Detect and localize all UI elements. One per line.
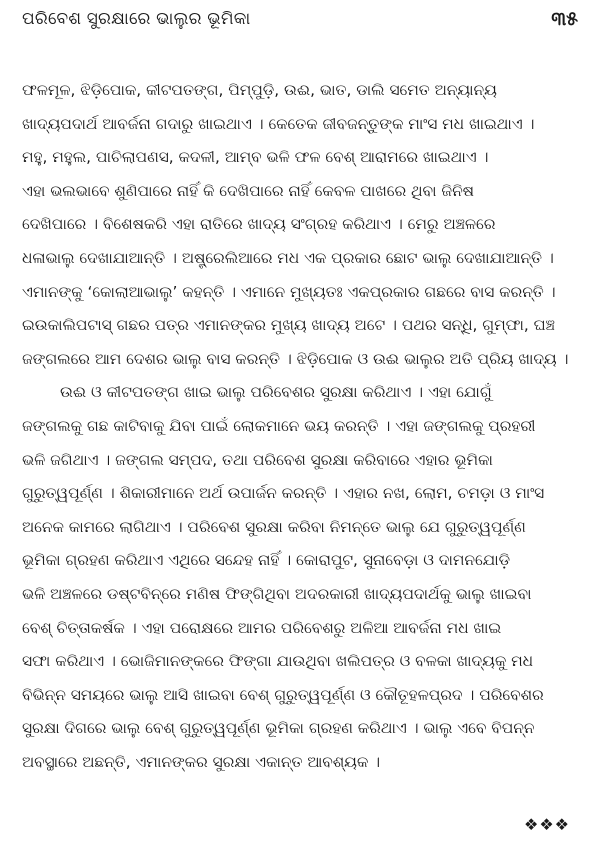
text-line: ବିଭିନ୍ନ ସମୟରେ ଭାଲୁ ଆସି ଖାଇବା ବେଶ୍ ଗୁରୁତ୍ୱପୂର୍ଣ୍ଣ ଓ କୌତୂହଳପ୍ରଦ । ପରିବେଶର <box>22 685 544 704</box>
text-line: ଗୁରୁତ୍ୱପୂର୍ଣ୍ଣ । ଶିକାରୀମାନେ ଅର୍ଥ ଉପାର୍ଜନ କରନ୍ତି । ଏହାର ନଖ, ଲୋମ, ଚମଡ଼ା ଓ ମାଂସ <box>22 484 545 503</box>
text-line: ଜଙ୍ଗଲକୁ ଗଛ କାଟିବାକୁ ଯିବା ପାଇଁ ଲୋକମାନେ ଭୟ କରନ୍ତି । ଏହା ଜଙ୍ଗଲକୁ ପ୍ରହରୀ <box>22 416 536 435</box>
text-line: ମହୁ, ମହୁଲ, ପାଚିଲାପଣସ, କଦଳୀ, ଆମ୍ବ ଭଳି ଫଳ ବେଶ୍ ଆରାମରେ ଖାଇଥାଏ । <box>22 148 489 167</box>
text-line: ବେଶ୍ ଚିତ୍ତାକର୍ଷକ । ଏହା ପରୋକ୍ଷରେ ଆମର ପରିବେଶରୁ ଅଳିଆ ଆବର୍ଜନା ମଧ ଖାଇ <box>22 618 502 637</box>
text-line: ଭଳି ଜଗିଥାଏ । ଜଙ୍ଗଲ ସମ୍ପଦ, ତଥା ପରିବେଶ ସୁରକ୍ଷା କରିବାରେ ଏହାର ଭୂମିକା <box>22 450 493 469</box>
text-line: ଭଳି ଅଞ୍ଚଳରେ ଡଷ୍ଟବିନ୍‌ରେ ମଣିଷ ଫିଙ୍ଗିଥିବା ଅଦରକାରୀ ଖାଦ୍ୟପଦାର୍ଥକୁ ଭାଲୁ ଖାଇବା <box>22 584 532 603</box>
body-text <box>22 74 580 779</box>
text-line: ଭୂମିକା ଗ୍ରହଣ କରିଥାଏ ଏଥିରେ ସନ୍ଦେହ ନାହିଁ । କୋରାପୁଟ, ସୁନାବେଡ଼ା ଓ ଦାମନଯୋଡ଼ି <box>22 551 511 570</box>
page-header <box>22 6 578 52</box>
text-line: ଫଳମୂଳ, ଝିଡ଼ିପୋକ, କୀଟପତଙ୍ଗ, ପିମ୍ପୁଡ଼ି, ଉଈ, ଭାତ, ଡାଲି ସମେତ ଅନ୍ୟାନ୍ୟ <box>22 81 497 99</box>
page-number: ୩୫ <box>551 8 578 30</box>
text-line: ଏହା ଭଲଭାବେ ଶୁଣିପାରେ ନାହିଁ କି ଦେଖିପାରେ ନାହିଁ କେବଳ ପାଖରେ ଥିବା ଜିନିଷ <box>22 181 475 200</box>
running-title: ପରିବେଶ ସୁରକ୍ଷାରେ ଭାଲୁର ଭୂମିକା <box>22 9 251 29</box>
text-line: ଦେଖିପାରେ । ବିଶେଷକରି ଏହା ରାତିରେ ଖାଦ୍ୟ ସଂଗ୍ରହ କରିଥାଏ । ମେରୁ ଅଞ୍ଚଳରେ <box>22 215 496 234</box>
text-line: ଖାଦ୍ୟପଦାର୍ଥ ଆବର୍ଜନା ଗଦାରୁ ଖାଇଥାଏ । କେତେକ ଜୀବଜନ୍ତୁଙ୍କ ମାଂସ ମଧ ଖାଇଥାଏ । <box>22 114 535 133</box>
text-line: ଅନେକ କାମରେ ଲାଗିଥାଏ । ପରିବେଶ ସୁରକ୍ଷା କରିବା ନିମନ୍ତେ ଭାଲୁ ଯେ ଗୁରୁତ୍ୱପୂର୍ଣ୍ଣ <box>22 517 526 536</box>
end-ornament: ❖❖❖ <box>523 815 570 834</box>
paragraph-start-line: ଉଈ ଓ କୀଟପତଙ୍ଗ ଖାଇ ଭାଲୁ ପରିବେଶର ସୁରକ୍ଷା କରିଥାଏ । ଏହା ଯୋଗୁଁ <box>60 383 492 402</box>
text-line: ସୁରକ୍ଷା ଦିଗରେ ଭାଲୁ ବେଶ୍ ଗୁରୁତ୍ୱପୂର୍ଣ୍ଣ ଭୂମିକା ଗ୍ରହଣ କରିଥାଏ । ଭାଲୁ ଏବେ ବିପନ୍ନ <box>22 719 535 738</box>
text-line: ଏମାନଙ୍କୁ ‘କୋଲାଆଭାଲୁ’ କହନ୍ତି । ଏମାନେ ମୁଖ୍ୟତଃ ଏକପ୍ରକାର ଗଛରେ ବାସ କରନ୍ତି । <box>22 282 556 301</box>
text-line: ଜଙ୍ଗଲରେ ଆମ ଦେଶର ଭାଲୁ ବାସ କରନ୍ତି । ଝିଡ଼ିପୋକ ଓ ଉଈ ଭାଲୁର ଅତି ପ୍ରିୟ ଖାଦ୍ୟ । <box>22 349 569 368</box>
text-line: ଅବସ୍ଥାରେ ଅଛନ୍ତି, ଏମାନଙ୍କର ସୁରକ୍ଷା ଏକାନ୍ତ ଆବଶ୍ୟକ । <box>22 752 381 771</box>
text-line: ଧଳାଭାଲୁ ଦେଖାଯାଆନ୍ତି । ଅଷ୍ଟ୍ରେଲିଆରେ ମଧ ଏକ ପ୍ରକାର ଛୋଟ ଭାଲୁ ଦେଖାଯାଆନ୍ତି । <box>22 248 554 267</box>
text-line: ଇଉକାଲିପଟାସ୍ ଗଛର ପତ୍ର ଏମାନଙ୍କର ମୁଖ୍ୟ ଖାଦ୍ୟ ଅଟେ । ପଥର ସନ୍ଧି, ଗୁମ୍ଫା, ଘଞ୍ଚ <box>22 316 555 335</box>
text-line: ସଫା କରିଥାଏ । ଭୋଜିମାନଙ୍କରେ ଫିଙ୍ଗା ଯାଉଥିବା ଖଲିପତ୍ର ଓ ବଳକା ଖାଦ୍ୟକୁ ମଧ <box>22 652 534 671</box>
